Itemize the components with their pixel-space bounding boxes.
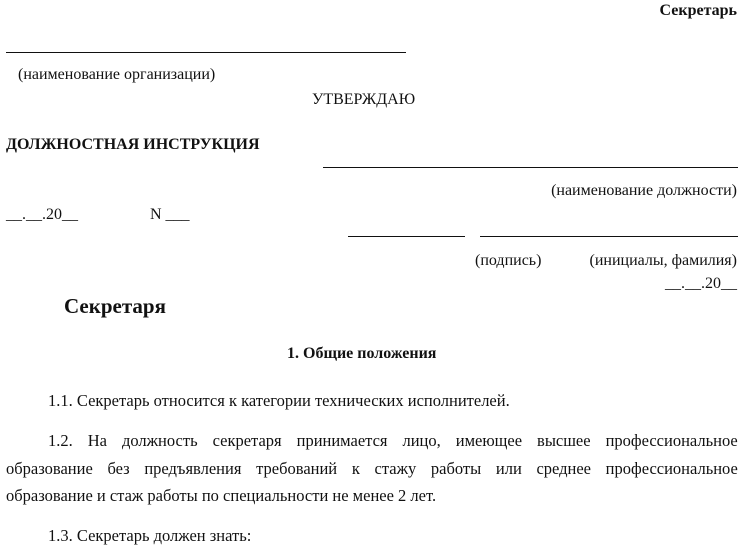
paragraph-1-2-line-1: 1.2. На должность секретаря принимается лицо, имеющее высшее профессиональное [48,431,738,450]
organization-caption: (наименование организации) [18,66,216,83]
paragraph-1-1: 1.1. Секретарь относится к категории технических исполнителей. [48,391,510,410]
approval-date: __.__.20__ [665,275,737,292]
signature-line [348,236,465,237]
position-title: Секретаря [64,294,166,318]
organization-name-line [6,52,406,53]
approve-heading: УТВЕРЖДАЮ [312,91,416,108]
paragraph-1-2-line-3: образование и стаж работы по специальности не менее 2 лет. [6,486,437,505]
paragraph-1-3: 1.3. Секретарь должен знать: [48,526,252,545]
paragraph-1-2-line-2: образование без предъявления требований к стажу работы или среднее профессиональное [6,459,738,478]
section-heading: 1. Общие положения [287,345,437,362]
role-tag: Секретарь [659,2,737,19]
position-line [323,167,738,168]
initials-caption: (инициалы, фамилия) [589,252,737,269]
signature-caption: (подпись) [475,252,542,269]
document-number: N ___ [150,206,190,223]
position-caption: (наименование должности) [551,182,737,199]
document-title: ДОЛЖНОСТНАЯ ИНСТРУКЦИЯ [6,136,260,153]
document-date: __.__.20__ [6,206,78,223]
initials-line [480,236,738,237]
